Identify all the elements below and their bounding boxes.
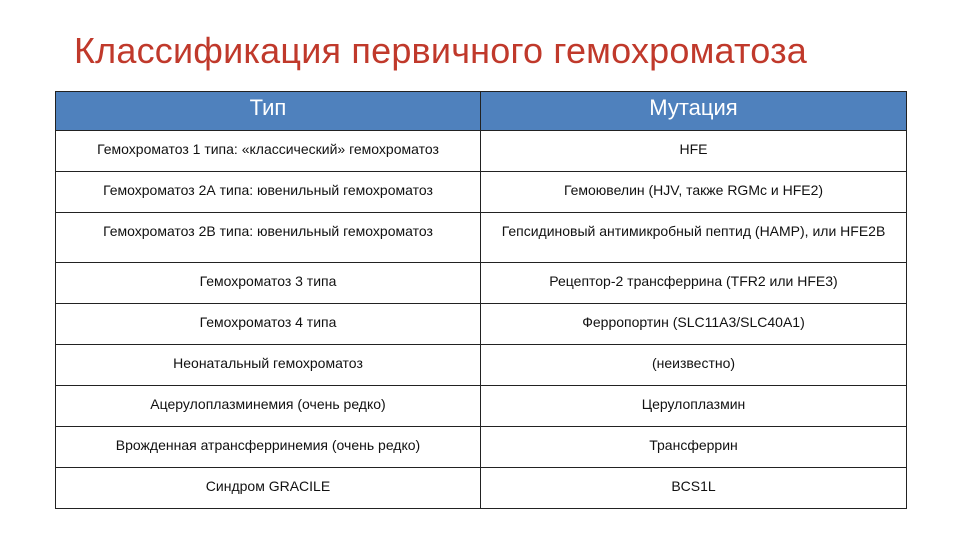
- cell-type: Гемохроматоз 1 типа: «классический» гемохроматоз: [56, 131, 481, 172]
- cell-type: Врожденная атрансферринемия (очень редко): [56, 427, 481, 468]
- cell-mutation: Церулоплазмин: [481, 386, 907, 427]
- table-row: [56, 304, 907, 345]
- table-row: [56, 131, 907, 172]
- cell-type: Синдром GRACILE: [56, 468, 481, 509]
- cell-type: Гемохроматоз 2А типа: ювенильный гемохроматоз: [56, 172, 481, 213]
- cell-type: Гемохроматоз 3 типа: [56, 263, 481, 304]
- table-row: [56, 172, 907, 213]
- table-row: [56, 427, 907, 468]
- table-row: [56, 263, 907, 304]
- cell-type: Гемохроматоз 2В типа: ювенильный гемохроматоз: [56, 213, 481, 263]
- cell-mutation: HFE: [481, 131, 907, 172]
- table-header-row: [56, 92, 907, 131]
- table-row: [56, 345, 907, 386]
- cell-type: Ацерулоплазминемия (очень редко): [56, 386, 481, 427]
- cell-mutation: Трансферрин: [481, 427, 907, 468]
- table-row: [56, 213, 907, 263]
- header-type: Тип: [56, 92, 481, 131]
- classification-table: [55, 91, 907, 509]
- cell-mutation: (неизвестно): [481, 345, 907, 386]
- cell-mutation: Гемоювелин (HJV, также RGMc и HFE2): [481, 172, 907, 213]
- table-row: [56, 468, 907, 509]
- cell-mutation: BCS1L: [481, 468, 907, 509]
- cell-type: Неонатальный гемохроматоз: [56, 345, 481, 386]
- slide-title: Классификация первичного гемохроматоза: [74, 30, 807, 71]
- cell-mutation: Рецептор-2 трансферрина (TFR2 или HFE3): [481, 263, 907, 304]
- cell-type: Гемохроматоз 4 типа: [56, 304, 481, 345]
- header-mutation: Мутация: [481, 92, 907, 131]
- cell-mutation: Гепсидиновый антимикробный пептид (HAMP), или HFE2B: [481, 213, 907, 263]
- cell-mutation: Ферропортин (SLC11A3/SLC40A1): [481, 304, 907, 345]
- table-row: [56, 386, 907, 427]
